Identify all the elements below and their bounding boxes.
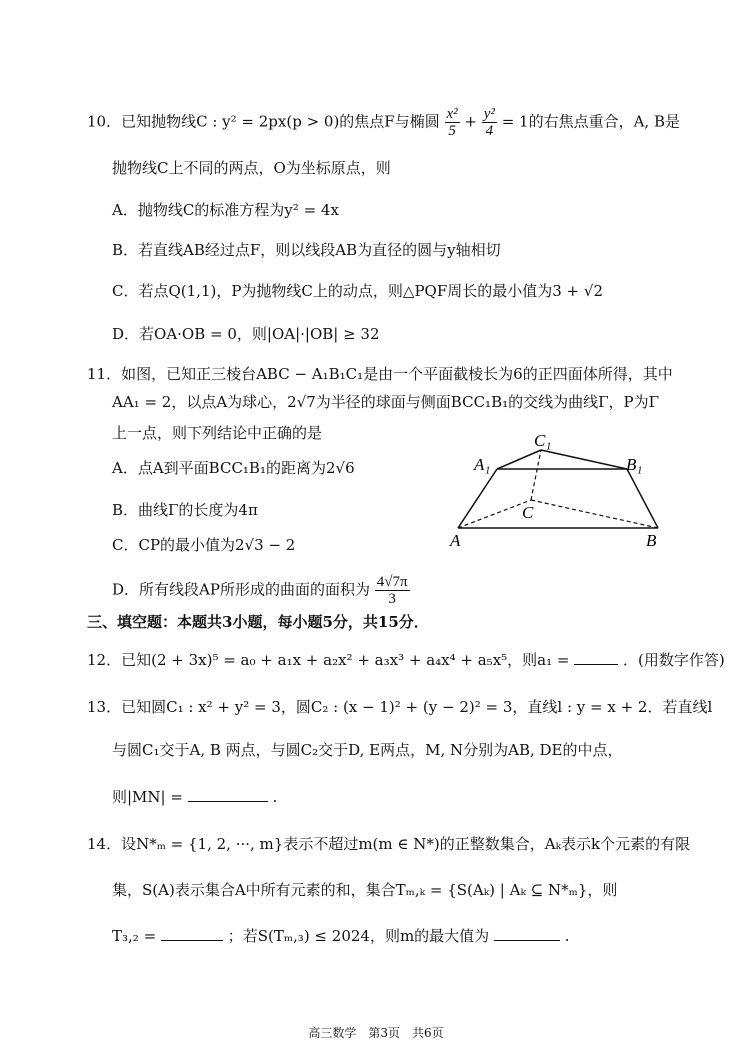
frac-den: 3 — [388, 591, 396, 607]
edge-c-b-hidden — [531, 500, 658, 528]
q14-line2: 集，S(A)表示集合A中所有元素的和，集合Tₘ,ₖ = {S(Aₖ) | Aₖ ⊆ N*ₘ}，则 — [112, 881, 618, 899]
q11-option-d — [112, 574, 410, 607]
q14-line3 — [112, 926, 570, 946]
q12-answer-blank[interactable] — [574, 650, 618, 665]
q12-tail: ．(用数字作答) — [623, 651, 725, 669]
frustum-figure — [440, 428, 680, 553]
q13-line3-tail: . — [272, 788, 278, 806]
q11-stem-line3: 上一点，则下列结论中正确的是 — [112, 424, 323, 442]
q13-line2: 与圆C₁交于A, B 两点，与圆C₂交于D, E两点，M, N分别为AB, DE的中点， — [112, 741, 623, 759]
q10-stem-line1: 10．已知抛物线C : y² = 2px(p > 0)的焦点F与椭圆 $\frac{\text{x²}}{5}$ + $\frac{\text{y²}}{4}$ = 1的右焦点重合，A, B是 — [87, 106, 680, 139]
q11-option-d-text: D．所有线段AP所形成的曲面的面积为 — [112, 580, 370, 599]
frac-num: 4√7π — [376, 574, 408, 590]
q14-line3b: ；若S(Tₘ,₃) ≤ 2024，则m的最大值为 — [227, 927, 490, 945]
q13-line3-text: 则|MN| = — [112, 788, 183, 806]
q11-stem-line1: 11．如图，已知正三棱台ABC − A₁B₁C₁是由一个平面截棱长为6的正四面体所得，其中 — [87, 365, 673, 383]
area-fraction — [375, 574, 410, 607]
ellipse-frac-x — [445, 106, 460, 139]
q13-answer-blank[interactable] — [188, 787, 268, 802]
frac-num: x² — [446, 106, 458, 122]
q12-text: 12．已知(2 + 3x)⁵ = a₀ + a₁x + a₂x² + a₃x³ + a₄x⁴ + a₅x⁵，则a₁ = — [87, 651, 570, 669]
section-3-heading: 三、填空题：本题共3小题，每小题5分，共15分． — [87, 613, 429, 631]
label-a1: A₁ — [474, 455, 491, 474]
q10-option-b: B．若直线AB经过点F，则以线段AB为直径的圆与y轴相切 — [112, 241, 501, 259]
frac-den: 4 — [485, 123, 494, 139]
q12-line — [87, 650, 725, 670]
edge-c1-b1 — [541, 450, 627, 469]
q14-answer-blank-1[interactable] — [161, 926, 223, 941]
edge-c-c1-hidden — [531, 450, 541, 500]
edge-a-a1 — [458, 469, 497, 528]
q10-stem-line2: 抛物线C上不同的两点，O为坐标原点，则 — [112, 159, 391, 177]
q14-line3c: . — [564, 927, 570, 945]
edge-a1-c1 — [497, 450, 541, 469]
frac-num: y² — [483, 106, 495, 122]
label-a: A — [450, 531, 461, 550]
q14-line1: 14．设N*ₘ = {1, 2, ···, m}表示不超过m(m ∈ N*)的正整数集合，Aₖ表示k个元素的有限 — [87, 835, 691, 853]
edge-a-c-hidden — [458, 500, 531, 528]
q14-answer-blank-2[interactable] — [494, 926, 560, 941]
label-b1: B₁ — [626, 455, 643, 474]
label-c1: C₁ — [534, 431, 552, 450]
q10-stem-tail: = 1的右焦点重合，A, B是 — [501, 112, 680, 131]
q11-stem-line2: AA₁ = 2，以点A为球心，2√7为半径的球面与侧面BCC₁B₁的交线为曲线Γ，P为Γ — [112, 393, 660, 411]
q10-stem-text: 10．已知抛物线C : y² = 2px(p > 0)的焦点F与椭圆 — [87, 112, 440, 131]
ellipse-frac-y — [482, 106, 497, 139]
page-footer: 高三数学 第3页 共6页 — [308, 1026, 444, 1040]
q10-option-a: A．抛物线C的标准方程为y² = 4x — [112, 201, 339, 219]
q14-line3a: T₃,₂ = — [112, 927, 157, 945]
label-c: C — [522, 503, 534, 522]
q10-option-c: C．若点Q(1,1)，P为抛物线C上的动点，则△PQF周长的最小值为3 + √2 — [112, 282, 603, 300]
q11-option-b: B．曲线Γ的长度为4π — [112, 501, 258, 519]
label-b: B — [646, 531, 657, 550]
q10-option-d: D．若OA·OB = 0，则|OA|·|OB| ≥ 32 — [112, 325, 380, 343]
q11-option-a: A．点A到平面BCC₁B₁的距离为2√6 — [112, 459, 355, 477]
q11-option-c: C．CP的最小值为2√3 − 2 — [112, 536, 296, 554]
edge-b-b1 — [627, 469, 658, 528]
q13-line3 — [112, 787, 277, 807]
q13-line1: 13．已知圆C₁ : x² + y² = 3，圆C₂ : (x − 1)² + (y − 2)² = 3，直线l : y = x + 2．若直线l — [87, 698, 713, 716]
frac-den: 5 — [448, 123, 456, 139]
